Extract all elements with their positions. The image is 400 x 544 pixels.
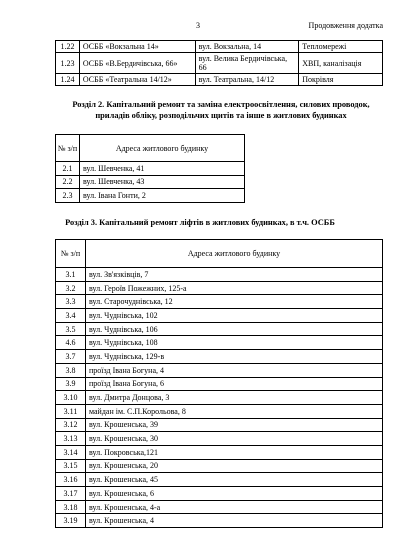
page-number: 3: [196, 21, 200, 30]
row-number: 3.2: [56, 281, 86, 295]
building-address: вул. Крошенська, 20: [86, 459, 383, 473]
table-row: [56, 309, 383, 323]
table-row: [56, 175, 245, 189]
building-address: вул. Старочуднівська, 12: [86, 295, 383, 309]
table-row: [56, 74, 383, 86]
section-2-table: [55, 134, 245, 203]
table-row: [56, 404, 383, 418]
building-address: вул. Крошенська, 4-а: [86, 500, 383, 514]
building-address: вул. Чуднівська, 102: [86, 309, 383, 323]
table-row: [56, 322, 383, 336]
building-address: вул. Зв'язківців, 7: [86, 268, 383, 282]
row-number: 1.23: [56, 53, 80, 74]
row-number: 2.3: [56, 189, 80, 203]
row-number: 3.3: [56, 295, 86, 309]
table-row: [56, 363, 383, 377]
table-row: [56, 53, 383, 74]
row-number: 4.6: [56, 336, 86, 350]
building-address: вул. Театральна, 14/12: [195, 74, 299, 86]
table-header-row: [56, 135, 245, 162]
row-number: 3.16: [56, 473, 86, 487]
building-address: вул. Крошенська, 30: [86, 432, 383, 446]
organization-name: ОСББ «В.Бердичівська, 66»: [79, 53, 195, 74]
row-number: 3.4: [56, 309, 86, 323]
table-row: [56, 459, 383, 473]
row-number: 3.13: [56, 432, 86, 446]
building-address: вул. Крошенська, 6: [86, 487, 383, 501]
row-number: 3.5: [56, 322, 86, 336]
row-number: 2.2: [56, 175, 80, 189]
column-header-address: Адреса житлового будинку: [80, 135, 245, 162]
table-row: [56, 281, 383, 295]
row-number: 3.11: [56, 404, 86, 418]
table-row: [56, 473, 383, 487]
building-address: вул. Дмитра Донцова, 3: [86, 391, 383, 405]
organization-name: ОСББ «Театральна 14/12»: [79, 74, 195, 86]
row-number: 1.22: [56, 41, 80, 53]
building-address: вул. Івана Гонти, 2: [80, 189, 245, 203]
table-row: [56, 377, 383, 391]
building-address: вул. Покровська,121: [86, 445, 383, 459]
building-address: вул. Шевченка, 43: [80, 175, 245, 189]
table-row: [56, 350, 383, 364]
row-number: 3.19: [56, 514, 86, 528]
table-row: [56, 189, 245, 203]
table-row: [56, 500, 383, 514]
column-header-number: № з/п: [56, 240, 86, 268]
building-address: вул. Вокзальна, 14: [195, 41, 299, 53]
building-address: проїзд Івана Богуна, 4: [86, 363, 383, 377]
building-address: вул. Героїв Пожежних, 125-а: [86, 281, 383, 295]
building-address: вул. Крошенська, 4: [86, 514, 383, 528]
building-address: вул. Крошенська, 45: [86, 473, 383, 487]
table-row: [56, 295, 383, 309]
table-row: [56, 445, 383, 459]
row-number: 3.10: [56, 391, 86, 405]
row-number: 3.9: [56, 377, 86, 391]
building-address: майдан ім. С.П.Корольова, 8: [86, 404, 383, 418]
column-header-address: Адреса житлового будинку: [86, 240, 383, 268]
building-address: вул. Велика Бердичівська, 66: [195, 53, 299, 74]
section-2-heading: Розділ 2. Капітальний ремонт та заміна електроосвітлення, силових проводок, приладів обліку, розподільчих щитів та інше в житлових будинках: [72, 100, 370, 120]
row-number: 3.1: [56, 268, 86, 282]
table-row: [56, 432, 383, 446]
continuation-label: Продовження додатка: [308, 21, 383, 30]
row-number: 1.24: [56, 74, 80, 86]
work-type: Тепломережі: [299, 41, 383, 53]
building-address: вул. Чуднівська, 108: [86, 336, 383, 350]
section-3-table: [55, 239, 383, 528]
row-number: 3.8: [56, 363, 86, 377]
table-row: [56, 268, 383, 282]
row-number: 3.12: [56, 418, 86, 432]
row-number: 3.14: [56, 445, 86, 459]
table-row: [56, 391, 383, 405]
table-header-row: [56, 240, 383, 268]
row-number: 3.18: [56, 500, 86, 514]
building-address: проїзд Івана Богуна, 6: [86, 377, 383, 391]
row-number: 3.15: [56, 459, 86, 473]
building-address: вул. Шевченка, 41: [80, 162, 245, 176]
building-address: вул. Крошенська, 39: [86, 418, 383, 432]
row-number: 3.17: [56, 487, 86, 501]
building-address: вул. Чуднівська, 106: [86, 322, 383, 336]
table-row: [56, 514, 383, 528]
section-3-heading: Розділ 3. Капітальний ремонт ліфтів в житлових будинках, в т.ч. ОСББ: [65, 218, 335, 227]
table-row: [56, 336, 383, 350]
building-address: вул. Чуднівська, 129-в: [86, 350, 383, 364]
work-type: Покрівля: [299, 74, 383, 86]
objects-table-continued: [55, 40, 383, 86]
column-header-number: № з/п: [56, 135, 80, 162]
table-row: [56, 418, 383, 432]
table-row: [56, 41, 383, 53]
row-number: 2.1: [56, 162, 80, 176]
work-type: ХВП, каналізація: [299, 53, 383, 74]
row-number: 3.7: [56, 350, 86, 364]
table-row: [56, 162, 245, 176]
table-row: [56, 487, 383, 501]
organization-name: ОСББ «Вокзальна 14»: [79, 41, 195, 53]
